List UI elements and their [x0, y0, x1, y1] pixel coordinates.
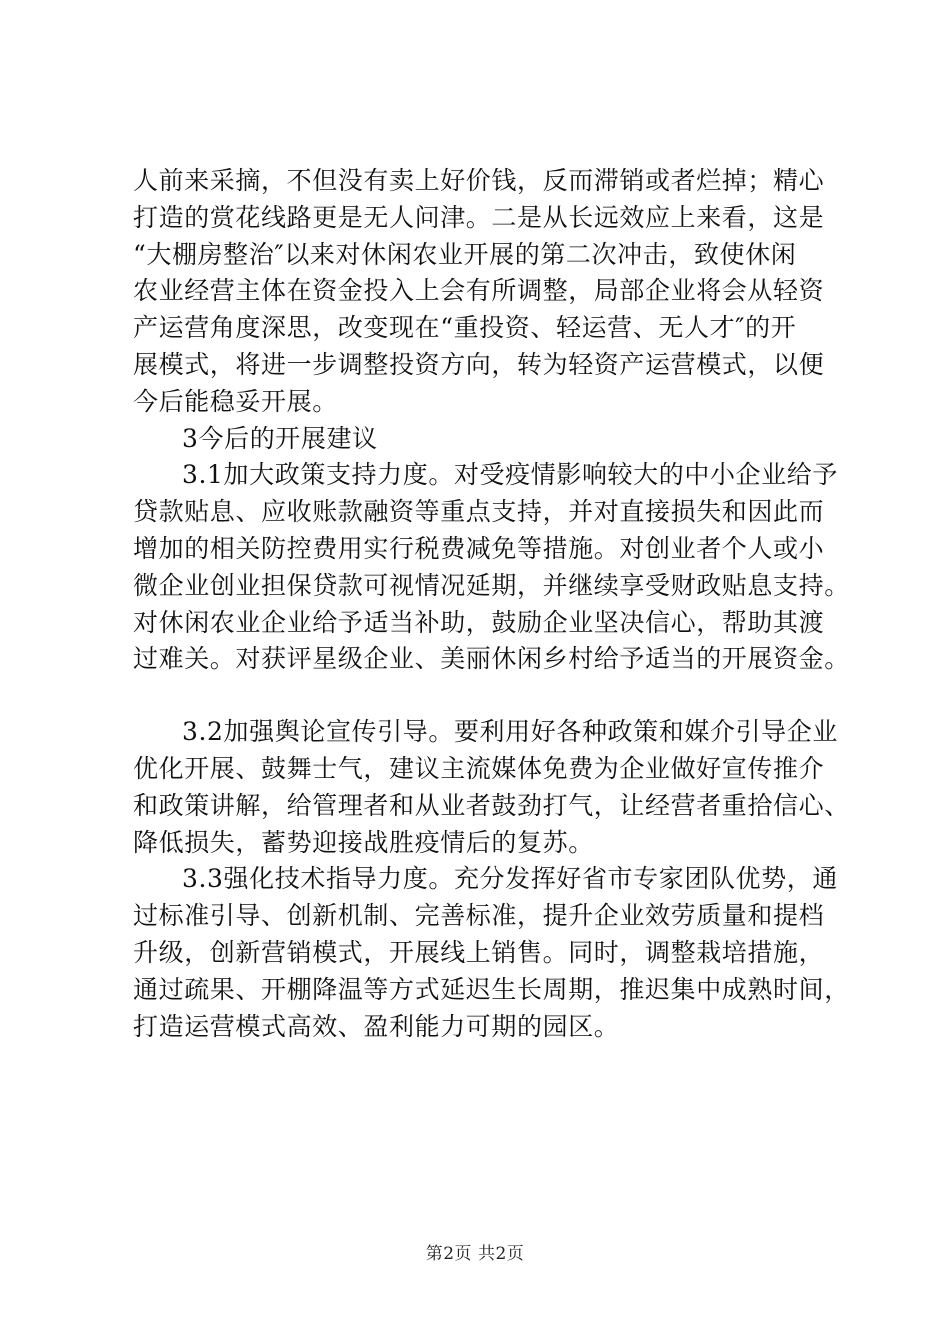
- text-line: 今后能稳妥开展。: [133, 386, 338, 416]
- text-line: 过难关。对获评星级企业、美丽休闲乡村给予适当的开展资金。: [133, 644, 850, 674]
- text-line: 展模式，将进一步调整投资方向，转为轻资产运营模式，以便: [133, 349, 825, 379]
- paragraph-3-2: [133, 714, 850, 861]
- text-line: 3.2加强舆论宣传引导。要利用好各种政策和媒介引导企业: [182, 717, 838, 747]
- paragraph-continuation: [133, 163, 833, 421]
- text-line: 打造的赏花线路更是无人问津。二是从长远效应上来看，这是: [133, 202, 825, 232]
- text-line: 3.1加大政策支持力度。对受疫情影响较大的中小企业给予: [182, 460, 838, 490]
- section-heading: 3今后的开展建议: [182, 423, 378, 453]
- text-line: 优化开展、鼓舞士气，建议主流媒体免费为企业做好宣传推介: [133, 753, 825, 783]
- text-line: 降低损失，蓄势迎接战胜疫情后的复苏。: [133, 827, 594, 857]
- text-line: 过标准引导、创新机制、完善标准，提升企业效劳质量和提档: [133, 901, 825, 931]
- text-line: 和政策讲解，给管理者和从业者鼓劲打气，让经营者重拾信心、: [133, 790, 850, 820]
- text-line: 升级，创新营销模式，开展线上销售。同时，调整栽培措施，: [133, 937, 825, 967]
- document-body: [133, 163, 850, 1045]
- text-line: 人前来采摘，不但没有卖上好价钱，反而滞销或者烂掉；精心: [133, 166, 825, 195]
- paragraph-3-3: [133, 861, 850, 1045]
- text-line: 打造运营模式高效、盈利能力可期的园区。: [133, 1011, 620, 1041]
- text-line: “大棚房整治″以来对休闲农业开展的第二次冲击，致使休闲: [133, 239, 797, 269]
- paragraph-gap: [133, 678, 833, 714]
- text-line: 3.3强化技术指导力度。充分发挥好省市专家团队优势，通: [182, 864, 838, 894]
- paragraph-3-1: [133, 457, 850, 678]
- text-line: 对休闲农业企业给予适当补助，鼓励企业坚决信心，帮助其渡: [133, 607, 825, 637]
- text-line: 产运营角度深思，改变现在“重投资、轻运营、无人才″的开: [133, 313, 797, 343]
- text-line: 贷款贴息、应收账款融资等重点支持，并对直接损失和因此而: [133, 497, 825, 527]
- page-footer: [0, 1242, 950, 1266]
- text-line: 农业经营主体在资金投入上会有所调整，局部企业将会从轻资: [133, 276, 825, 306]
- text-line: 微企业创业担保贷款可视情况延期，并继续享受财政贴息支持。: [133, 570, 850, 600]
- page-number-label: 第2页 共2页: [425, 1244, 525, 1264]
- text-line: 增加的相关防控费用实行税费减免等措施。对创业者个人或小: [133, 533, 825, 563]
- text-line: 通过疏果、开棚降温等方式延迟生长周期，推迟集中成熟时间，: [133, 974, 850, 1004]
